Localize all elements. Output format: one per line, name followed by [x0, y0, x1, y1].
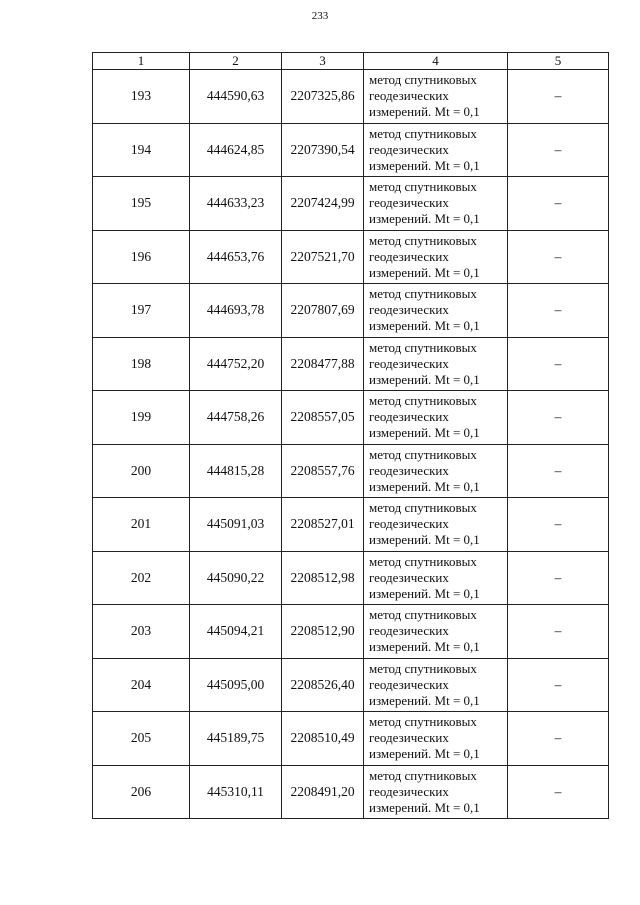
method-line: измерений. Mt = 0,1	[369, 211, 480, 227]
method-line: метод спутниковых	[369, 179, 477, 195]
x-coordinate-cell: 444693,78	[190, 284, 282, 338]
point-number-cell: 205	[93, 712, 190, 766]
method-line: метод спутниковых	[369, 660, 477, 676]
table-row	[93, 765, 609, 819]
y-coordinate-cell: 2207390,54	[282, 123, 364, 177]
column-header: 5	[508, 53, 609, 70]
x-coordinate-cell: 445090,22	[190, 551, 282, 605]
method-line: измерений. Mt = 0,1	[369, 692, 480, 708]
y-coordinate-cell: 2208512,90	[282, 605, 364, 659]
method-line: метод спутниковых	[369, 72, 477, 88]
y-coordinate-cell: 2208557,76	[282, 444, 364, 498]
method-line: геодезических	[369, 302, 449, 318]
table-row	[93, 658, 609, 712]
point-number-cell: 194	[93, 123, 190, 177]
table-row	[93, 712, 609, 766]
y-coordinate-cell: 2208477,88	[282, 337, 364, 391]
x-coordinate-cell: 445091,03	[190, 498, 282, 552]
description-cell: –	[508, 498, 609, 552]
method-line: измерений. Mt = 0,1	[369, 104, 480, 120]
method-cell	[364, 712, 508, 766]
method-cell	[364, 70, 508, 124]
method-cell	[364, 284, 508, 338]
method-line: геодезических	[369, 623, 449, 639]
y-coordinate-cell: 2208527,01	[282, 498, 364, 552]
point-number-cell: 193	[93, 70, 190, 124]
table-header-row	[93, 53, 609, 70]
description-cell: –	[508, 765, 609, 819]
description-cell: –	[508, 658, 609, 712]
method-line: измерений. Mt = 0,1	[369, 639, 480, 655]
description-cell: –	[508, 605, 609, 659]
table-body	[93, 70, 609, 819]
y-coordinate-cell: 2207521,70	[282, 230, 364, 284]
method-line: измерений. Mt = 0,1	[369, 371, 480, 387]
description-cell: –	[508, 284, 609, 338]
table-row	[93, 337, 609, 391]
method-line: метод спутниковых	[369, 125, 477, 141]
point-number-cell: 201	[93, 498, 190, 552]
x-coordinate-cell: 444633,23	[190, 177, 282, 231]
method-cell	[364, 765, 508, 819]
method-cell	[364, 123, 508, 177]
y-coordinate-cell: 2208526,40	[282, 658, 364, 712]
method-line: метод спутниковых	[369, 767, 477, 783]
table-row	[93, 123, 609, 177]
method-cell	[364, 605, 508, 659]
method-line: измерений. Mt = 0,1	[369, 318, 480, 334]
column-header: 2	[190, 53, 282, 70]
description-cell: –	[508, 391, 609, 445]
method-line: метод спутниковых	[369, 446, 477, 462]
point-number-cell: 199	[93, 391, 190, 445]
method-line: геодезических	[369, 141, 449, 157]
method-line: метод спутниковых	[369, 500, 477, 516]
method-cell	[364, 658, 508, 712]
method-line: измерений. Mt = 0,1	[369, 532, 480, 548]
column-header: 1	[93, 53, 190, 70]
method-line: геодезических	[369, 516, 449, 532]
method-line: метод спутниковых	[369, 553, 477, 569]
x-coordinate-cell: 444758,26	[190, 391, 282, 445]
table-row	[93, 177, 609, 231]
description-cell: –	[508, 70, 609, 124]
point-number-cell: 198	[93, 337, 190, 391]
point-number-cell: 206	[93, 765, 190, 819]
method-cell	[364, 337, 508, 391]
y-coordinate-cell: 2207325,86	[282, 70, 364, 124]
column-header: 3	[282, 53, 364, 70]
method-line: измерений. Mt = 0,1	[369, 157, 480, 173]
method-line: измерений. Mt = 0,1	[369, 264, 480, 280]
description-cell: –	[508, 337, 609, 391]
method-line: метод спутниковых	[369, 714, 477, 730]
method-cell	[364, 498, 508, 552]
description-cell: –	[508, 177, 609, 231]
table-row	[93, 498, 609, 552]
method-line: измерений. Mt = 0,1	[369, 585, 480, 601]
method-line: геодезических	[369, 195, 449, 211]
method-cell	[364, 391, 508, 445]
table-row	[93, 605, 609, 659]
x-coordinate-cell: 444815,28	[190, 444, 282, 498]
point-number-cell: 202	[93, 551, 190, 605]
method-line: геодезических	[369, 409, 449, 425]
x-coordinate-cell: 445189,75	[190, 712, 282, 766]
method-line: измерений. Mt = 0,1	[369, 478, 480, 494]
method-line: геодезических	[369, 730, 449, 746]
point-number-cell: 204	[93, 658, 190, 712]
method-line: метод спутниковых	[369, 232, 477, 248]
page-number: 233	[311, 10, 329, 22]
table-row	[93, 230, 609, 284]
point-number-cell: 195	[93, 177, 190, 231]
y-coordinate-cell: 2208491,20	[282, 765, 364, 819]
point-number-cell: 203	[93, 605, 190, 659]
method-line: метод спутниковых	[369, 286, 477, 302]
description-cell: –	[508, 712, 609, 766]
description-cell: –	[508, 230, 609, 284]
point-number-cell: 196	[93, 230, 190, 284]
x-coordinate-cell: 445095,00	[190, 658, 282, 712]
y-coordinate-cell: 2207807,69	[282, 284, 364, 338]
table-row	[93, 444, 609, 498]
method-line: измерений. Mt = 0,1	[369, 425, 480, 441]
description-cell: –	[508, 123, 609, 177]
x-coordinate-cell: 445094,21	[190, 605, 282, 659]
method-line: измерений. Mt = 0,1	[369, 746, 480, 762]
x-coordinate-cell: 444590,63	[190, 70, 282, 124]
table-row	[93, 70, 609, 124]
method-line: измерений. Mt = 0,1	[369, 799, 480, 815]
y-coordinate-cell: 2208510,49	[282, 712, 364, 766]
method-line: метод спутниковых	[369, 393, 477, 409]
y-coordinate-cell: 2208557,05	[282, 391, 364, 445]
method-line: геодезических	[369, 783, 449, 799]
coordinates-table	[92, 52, 609, 819]
method-line: геодезических	[369, 88, 449, 104]
method-line: геодезических	[369, 569, 449, 585]
method-cell	[364, 177, 508, 231]
method-cell	[364, 230, 508, 284]
method-line: геодезических	[369, 462, 449, 478]
y-coordinate-cell: 2208512,98	[282, 551, 364, 605]
method-line: геодезических	[369, 248, 449, 264]
method-line: метод спутниковых	[369, 607, 477, 623]
point-number-cell: 200	[93, 444, 190, 498]
x-coordinate-cell: 444624,85	[190, 123, 282, 177]
description-cell: –	[508, 444, 609, 498]
table-row	[93, 391, 609, 445]
column-header: 4	[364, 53, 508, 70]
method-line: геодезических	[369, 355, 449, 371]
y-coordinate-cell: 2207424,99	[282, 177, 364, 231]
x-coordinate-cell: 444653,76	[190, 230, 282, 284]
table-row	[93, 284, 609, 338]
x-coordinate-cell: 445310,11	[190, 765, 282, 819]
x-coordinate-cell: 444752,20	[190, 337, 282, 391]
method-cell	[364, 444, 508, 498]
method-line: геодезических	[369, 676, 449, 692]
method-line: метод спутниковых	[369, 339, 477, 355]
description-cell: –	[508, 551, 609, 605]
point-number-cell: 197	[93, 284, 190, 338]
method-cell	[364, 551, 508, 605]
table-row	[93, 551, 609, 605]
